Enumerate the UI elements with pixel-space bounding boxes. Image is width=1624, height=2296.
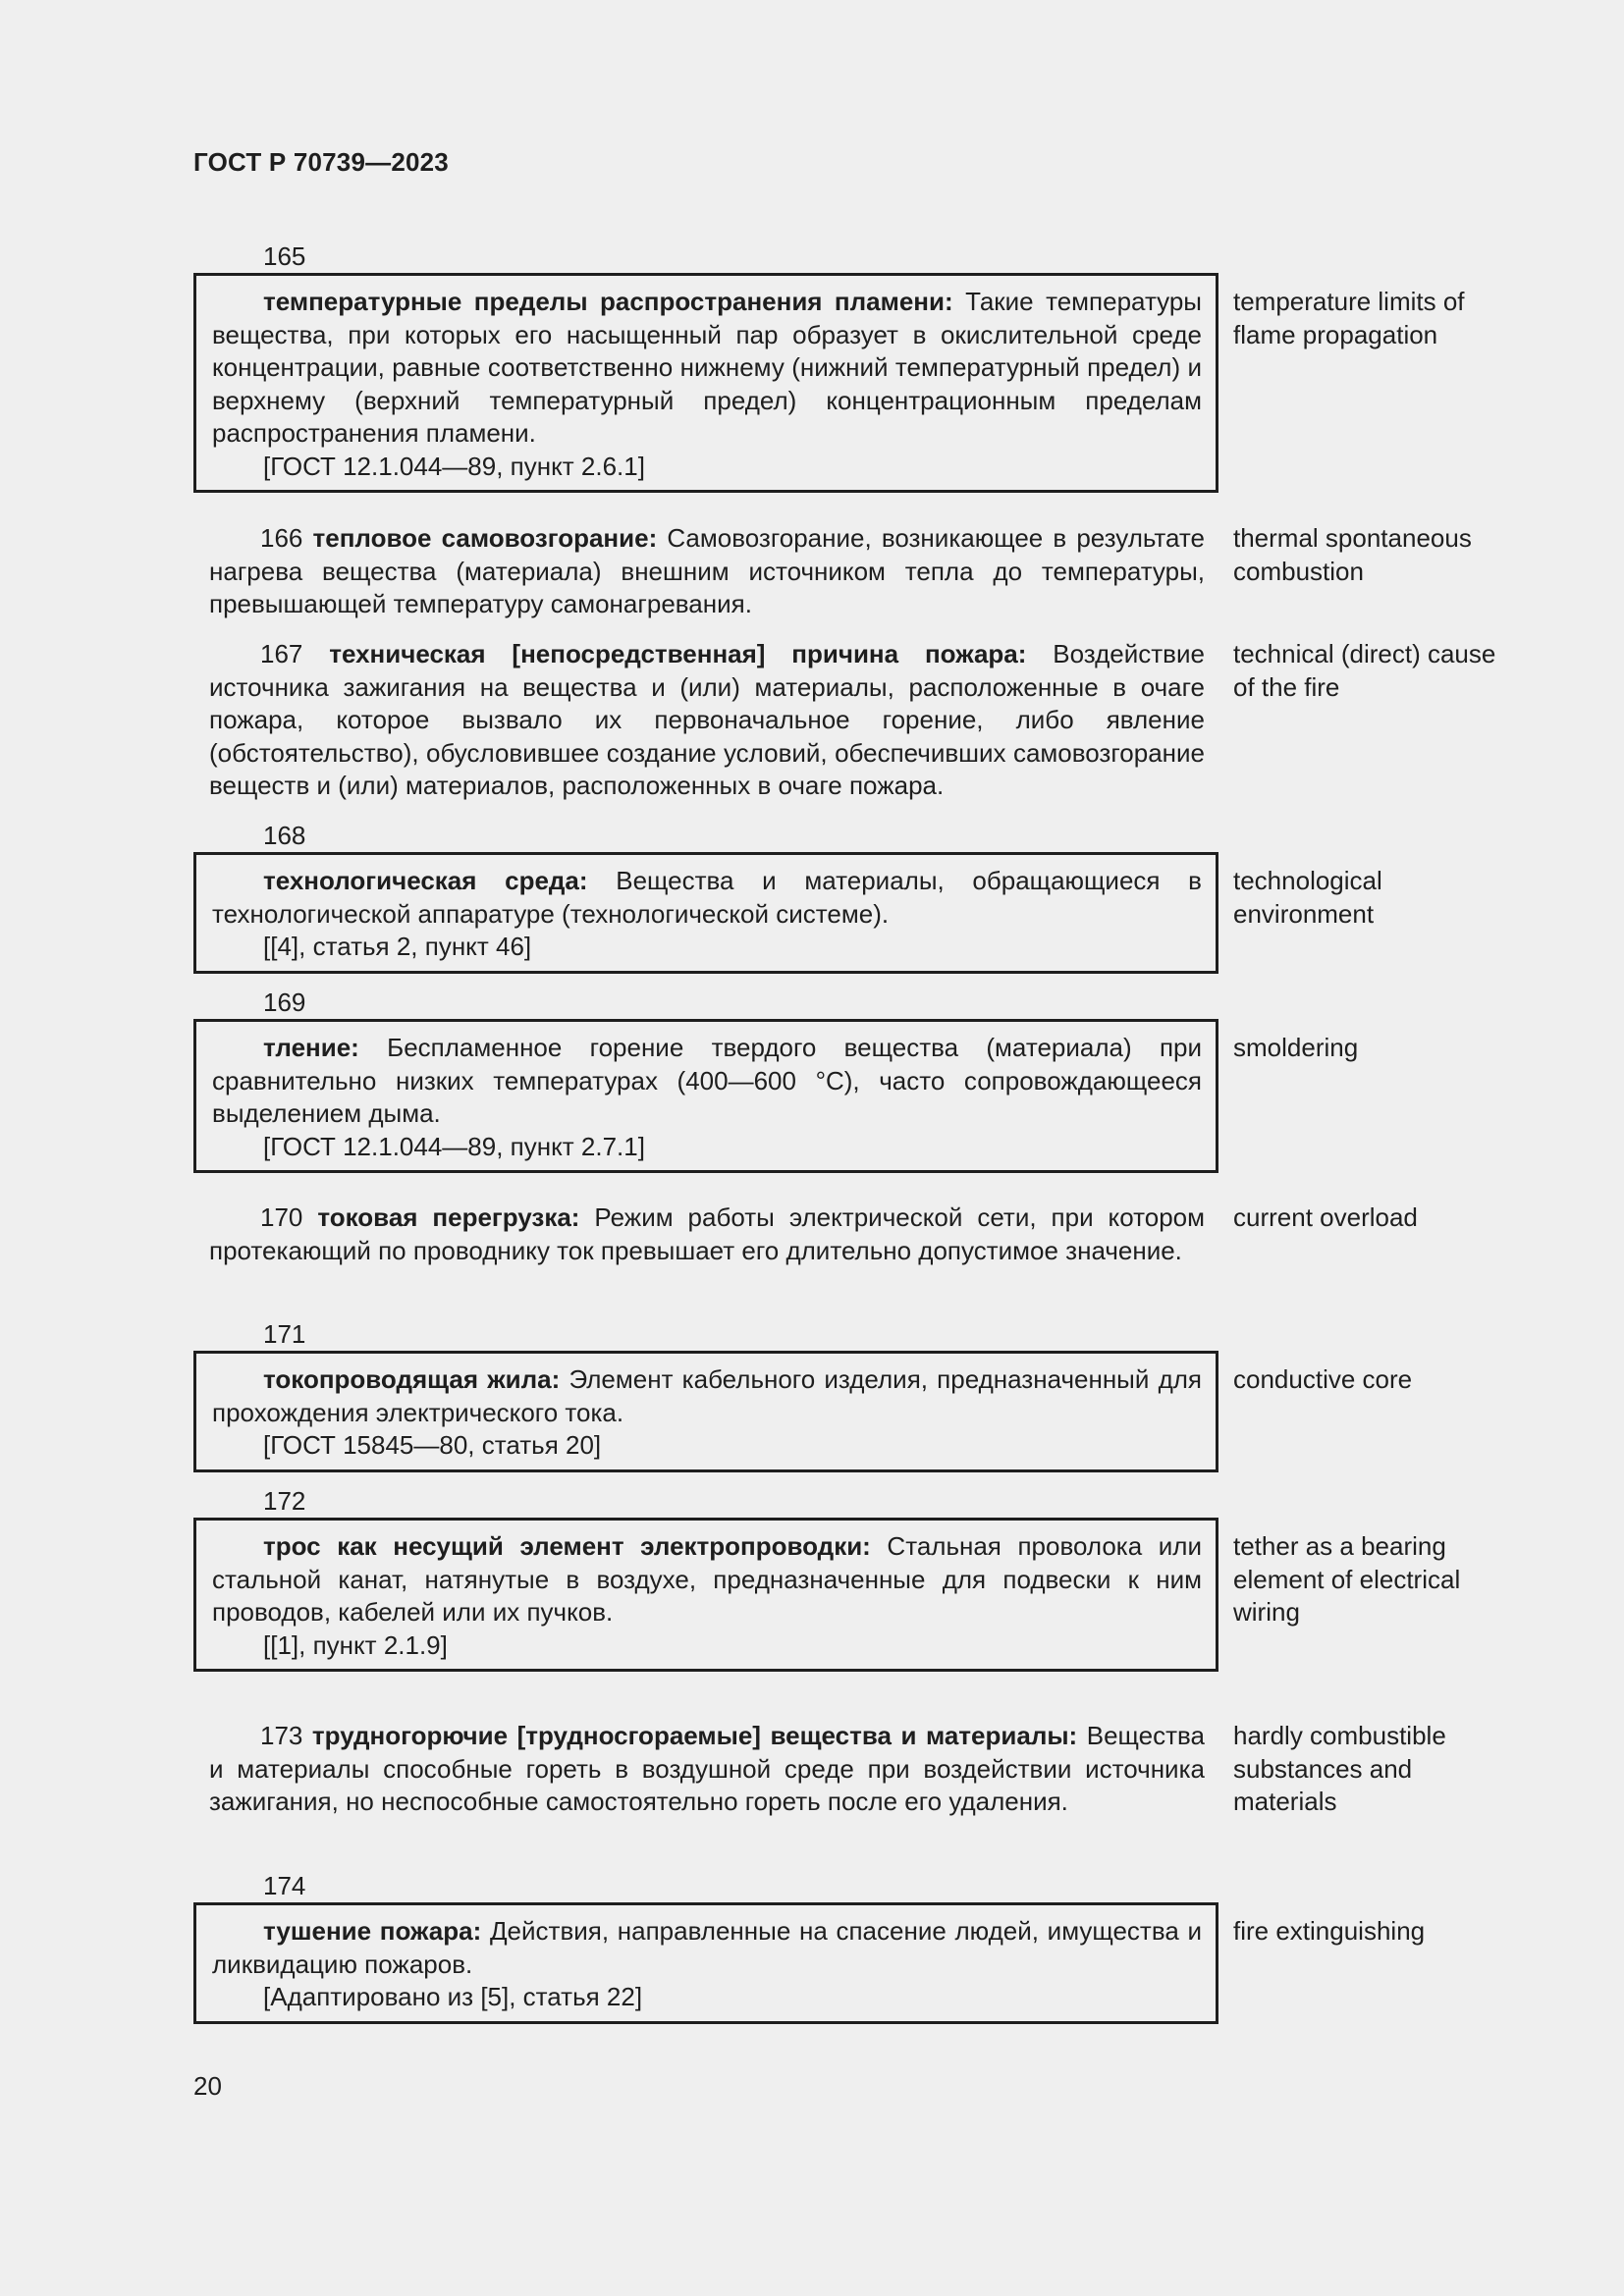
term-entry-169: [193, 986, 1499, 1173]
term-name: температурные пределы распространения пламени:: [263, 287, 953, 316]
term-name: трос как несущий элемент электропроводки:: [263, 1531, 871, 1561]
entry-number: 165: [263, 241, 306, 271]
definition-text: Элемент кабельного изделия, предназначенный для прохождения электрического тока.: [212, 1364, 1202, 1427]
definition-text-block: [193, 638, 1218, 803]
source-reference: [Адаптировано из [5], статья 22]: [263, 1982, 643, 2011]
english-equivalent: thermal spontaneous combustion: [1233, 523, 1472, 586]
entry-number: 170: [260, 1202, 303, 1232]
term-entry-168: [193, 819, 1499, 974]
term-name: техническая [непосредственная] причина пожара:: [329, 639, 1027, 668]
entry-number: 172: [263, 1486, 306, 1516]
english-equivalent: fire extinguishing: [1233, 1916, 1426, 1946]
definition-box: [193, 1902, 1218, 2024]
term-entry-173: [193, 1720, 1499, 1819]
term-name: тепловое самовозгорание:: [312, 523, 658, 553]
entry-number: 173: [260, 1721, 303, 1750]
page-number: 20: [193, 2071, 222, 2101]
term-entry-167: [193, 638, 1499, 803]
entry-number: 167: [260, 639, 303, 668]
term-entry-172: [193, 1484, 1499, 1672]
term-entry-170: [193, 1201, 1499, 1267]
definition-box: [193, 852, 1218, 974]
source-reference: [ГОСТ 12.1.044—89, пункт 2.7.1]: [263, 1131, 645, 1161]
definition-text: Вещества и материалы, обращающиеся в технологической аппаратуре (технологической системе).: [212, 866, 1202, 929]
definition-text: Вещества и материалы способные гореть в воздушной среде при воздействии источника зажигания, но неспособные самостоятельно гореть после его удаления.: [209, 1721, 1205, 1816]
definition-text: Режим работы электрической сети, при котором протекающий по проводнику ток превышает его длительно допустимое значение.: [209, 1202, 1205, 1265]
definition-text: Воздействие источника зажигания на вещества и (или) материалы, расположенные в очаге пожара, которое вызвало их первоначальное горение, либо явление (обстоятельство), обусловившее создание условий, обеспечивших самовозгорание веществ и (или) материалов, расположенных в очаге пожара.: [209, 639, 1205, 800]
term-name: тушение пожара:: [263, 1916, 482, 1946]
definition-text: Самовозгорание, возникающее в результате нагрева вещества (материала) внешним источником тепла до температуры, превышающей температуру самонагревания.: [209, 523, 1205, 618]
definition-box: [193, 273, 1218, 493]
entry-number: 171: [263, 1319, 306, 1349]
definition-text-block: [193, 1201, 1218, 1267]
definition-text: Действия, направленные на спасение людей, имущества и ликвидацию пожаров.: [212, 1916, 1203, 1979]
english-equivalent: technical (direct) cause of the fire: [1233, 639, 1496, 702]
definition-box: [193, 1351, 1218, 1472]
source-reference: [ГОСТ 12.1.044—89, пункт 2.6.1]: [263, 451, 645, 481]
term-entry-171: [193, 1317, 1499, 1472]
english-equivalent: smoldering: [1233, 1033, 1359, 1062]
term-name: токопроводящая жила:: [263, 1364, 561, 1394]
term-name: технологическая среда:: [263, 866, 588, 895]
document-code-header: ГОСТ Р 70739—2023: [193, 147, 449, 177]
definition-text-block: [193, 1720, 1218, 1819]
definition-box: [193, 1518, 1218, 1672]
entry-number: 169: [263, 988, 306, 1017]
source-reference: [[1], пункт 2.1.9]: [263, 1629, 448, 1660]
english-equivalent: technological environment: [1233, 866, 1382, 929]
definition-text-block: [193, 522, 1218, 621]
entry-number: 168: [263, 821, 306, 850]
english-equivalent: conductive core: [1233, 1364, 1413, 1394]
term-name: токовая перегрузка:: [317, 1202, 580, 1232]
definition-box: [193, 1019, 1218, 1173]
definition-text: Такие температуры вещества, при которых его насыщенный пар образует в окислительной среде концентрации, равные соответственно нижнему (нижний температурный предел) и верхнему (верхний температурный предел) концентрационным пределам распространения пламени.: [212, 287, 1202, 448]
entry-number: 174: [263, 1871, 306, 1900]
source-reference: [ГОСТ 15845—80, статья 20]: [263, 1430, 602, 1460]
term-name: трудногорючие [трудносгораемые] вещества и материалы:: [311, 1721, 1078, 1750]
entry-number: 166: [260, 523, 303, 553]
source-reference: [[4], статья 2, пункт 46]: [263, 932, 532, 961]
english-equivalent: tether as a bearing element of electrical wiring: [1233, 1531, 1461, 1627]
term-entry-174: [193, 1869, 1499, 2024]
definition-text: Беспламенное горение твердого вещества (материала) при сравнительно низких температурах (400—600 °С), часто сопровождающееся выделением дыма.: [212, 1033, 1202, 1128]
definition-text: Стальная проволока или стальной канат, натянутые в воздухе, предназначенные для подвески к ним проводов, кабелей или их пучков.: [212, 1531, 1202, 1627]
term-entry-166: [193, 522, 1499, 621]
term-name: тление:: [263, 1033, 359, 1062]
english-equivalent: temperature limits of flame propagation: [1233, 287, 1465, 349]
english-equivalent: hardly combustible substances and materials: [1233, 1721, 1446, 1816]
term-entry-165: [193, 240, 1499, 493]
english-equivalent: current overload: [1233, 1202, 1418, 1232]
